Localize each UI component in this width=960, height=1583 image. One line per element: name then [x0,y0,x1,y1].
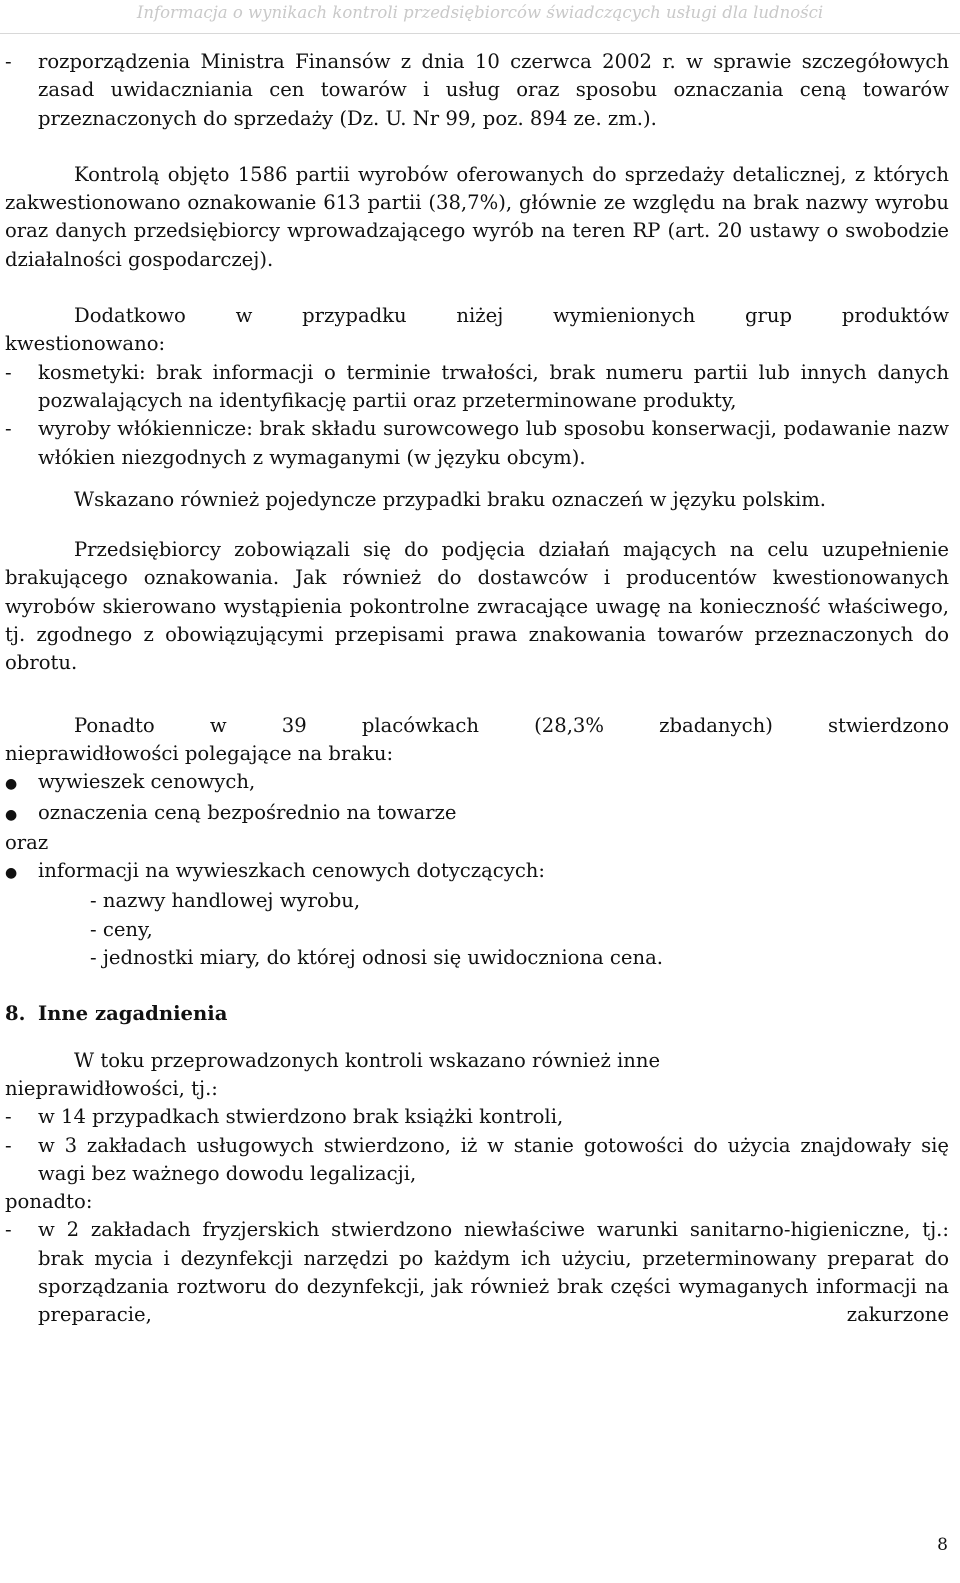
paragraph-language: Wskazano również pojedyncze przypadki braku oznaczeń w języku polskim. [74,487,827,511]
list-dash: - [5,1133,12,1157]
bullet-text: oznaczenia ceną bezpośrednio na towarze [38,800,457,824]
page-header [0,0,960,36]
bullet-item [5,799,949,829]
list-item-text: w 2 zakładach fryzjerskich stwierdzono niewłaściwe warunki sanitarno-higieniczne, tj.: brak mycia i dezynfekcji narzędzi po każdym ich użyciu, przeterminowany preparat do sporządzania roztworu do dezynfekcji, jak również brak części wymaganych informacji na preparacie, zakurzone [38,1218,949,1327]
list-item [5,415,949,472]
list-item-text: kosmetyki: brak informacji o terminie trwałości, brak numeru partii lub innych danych pozwalających na identyfikację partii oraz przeterminowane produkty, [38,360,949,412]
connector-text: oraz [5,830,49,854]
bullet-text: wywieszek cenowych, [38,770,256,794]
paragraph-inspection-scope: Kontrolą objęto 1586 partii wyrobów oferowanych do sprzedaży detalicznej, z których zakwestionowano oznakowanie 613 partii (38,7%), głównie ze względu na brak nazwy wyrobu oraz danych przedsiębiorcy wprowadzającego wyrób na teren RP (art. 20 ustawy o swobodzie działalności gospodarczej). [5,162,949,271]
list-item-text: w 3 zakładach usługowych stwierdzono, iż w stanie gotowości do użycia znajdowały się wagi bez ważnego dowodu legalizacji, [38,1133,949,1185]
section-number: 8. [5,1002,26,1026]
header-title: Informacja o wynikach kontroli przedsiębiorców świadczących usługi dla ludności [136,3,824,22]
paragraph-corrective-actions: Przedsiębiorcy zobowiązali się do podjęcia działań mających na celu uzupełnienie brakującego oznakowania. Jak również do dostawców i producentów kwestionowanych wyrobów skierowano wystąpienia pokontrolne zwracające uwagę na konieczność właściwego, tj. zgodnego z obowiązującymi przepisami prawa znakowania towarów przeznaczonych do obrotu. [5,538,949,675]
section-title: Inne zagadnienia [38,1002,228,1026]
bullet-item [5,857,949,887]
list-dash: - [5,417,12,441]
section-heading [5,1000,949,1028]
bullet-icon: ● [5,776,18,793]
list-item-text: rozporządzenia Ministra Finansów z dnia 10 czerwca 2002 r. w sprawie szczegółowych zasad uwidaczniania cen towarów i usług oraz sposobu oznaczania ceną towarów przeznaczonych do sprzedaży (Dz. U. Nr 99, poz. 894 ze. zm.). [38,50,949,130]
bullet-item [5,768,949,798]
list-dash: - [5,1218,12,1242]
sub-item: - nazwy handlowej wyrobu, [90,889,361,913]
list-dash: - [5,50,12,73]
header-divider [0,33,960,34]
list-dash: - [5,1105,12,1129]
list-item-text: w 14 przypadkach stwierdzono brak książki kontroli, [38,1105,564,1129]
sub-item: - ceny, [90,917,153,941]
document-body [5,48,949,1330]
list-item-text: wyroby włókiennicze: brak składu surowcowego lub sposobu konserwacji, podawanie nazw włókien niezgodnych z wymaganymi (w języku obcym). [38,417,949,469]
list-item [5,48,949,133]
connector-text: ponadto: [5,1190,93,1214]
bullet-icon: ● [5,865,18,882]
list-item [5,359,949,416]
paragraph-irregularities-first-line: Ponadto w 39 placówkach (28,3% zbadanych) stwierdzono [74,713,949,737]
list-dash: - [5,360,12,384]
sub-item: - jednostki miary, do której odnosi się uwidoczniona cena. [90,946,664,970]
list-item [5,1132,949,1189]
list-item [5,1103,949,1131]
paragraph-additional-rest: kwestionowano: [5,332,166,356]
list-item [5,1216,949,1329]
paragraph-additional-first-line: Dodatkowo w przypadku niżej wymienionych grup produktów [74,304,949,328]
page-number: 8 [937,1535,948,1555]
paragraph-irregularities-rest: nieprawidłowości polegające na braku: [5,741,394,765]
paragraph-other-issues-intro: W toku przeprowadzonych kontroli wskazano również inne nieprawidłowości, tj.: [5,1048,661,1100]
bullet-text: informacji na wywieszkach cenowych dotyczących: [38,859,546,883]
bullet-icon: ● [5,806,18,823]
